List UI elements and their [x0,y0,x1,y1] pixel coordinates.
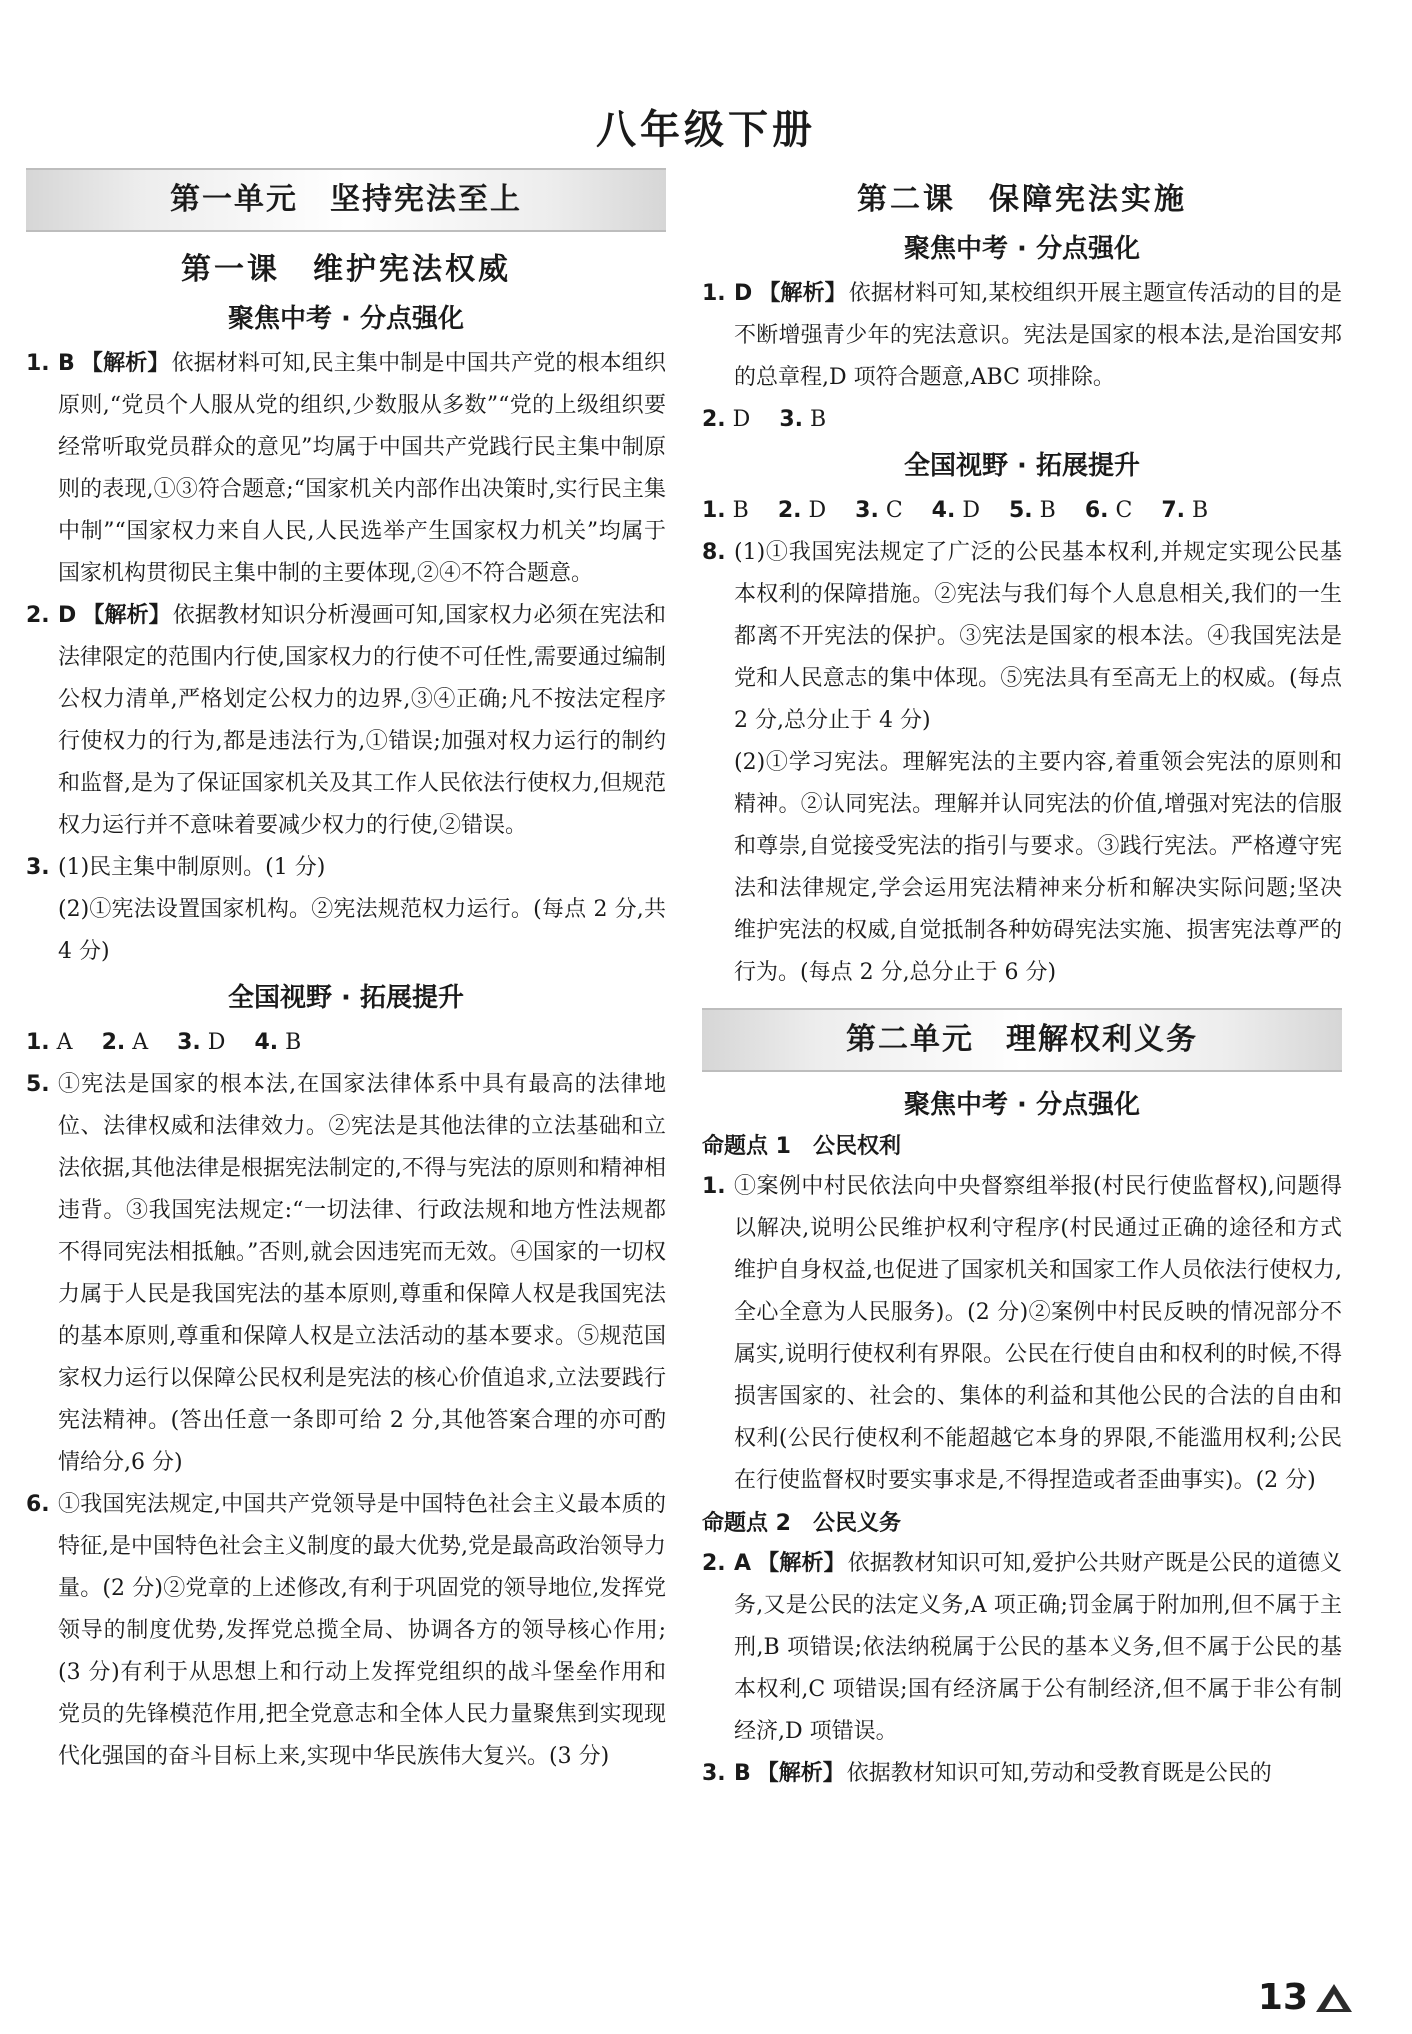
choice-answer [702,407,750,432]
question-text: 依据材料可知,民主集中制是中国共产党的根本组织原则,“党员个人服从党的组织,少数服从多数”“党的上级组织要经常听取党员群众的意见”均属于中国共产党践行民主集中制原则的表现,①③符合题意;“国家机关内部作出决策时,实行民主集中制”“国家权力来自人民,人民选举产生国家权力机关”均属于国家机构贯彻民主集中制的主要体现,②④不符合题意。 [58,351,666,586]
left-column [26,168,666,1778]
question-item [702,273,1342,399]
question-item [702,1166,1342,1502]
answer-letter: B [732,498,749,523]
question-text: 依据教材知识分析漫画可知,国家权力必须在宪法和法律限定的范围内行使,国家权力的行使不可任性,需要通过编制公权力清单,严格划定公权力的边界,③④正确;凡不按法定程序行使权力的行为,都是违法行为,①错误;加强对权力运行的制约和监督,是为了保证国家机关及其工作人民依法行使权力,但规范权力运行并不意味着要减少权力的行使,②错误。 [58,603,666,838]
question-number: 1. [26,1030,50,1055]
topic-heading: 命题点 2 公民义务 [702,1511,901,1536]
question-text: 依据材料可知,某校组织开展主题宣传活动的目的是不断增强青少年的宪法意识。宪法是国家的根本法,是治国安邦的总章程,D 项符合题意,ABC 项排除。 [734,281,1342,390]
answer-letter: C [1115,498,1133,523]
choice-answer [177,1030,225,1055]
analysis-tag: 【解析】 [758,281,847,306]
answer-letter: B [809,407,827,432]
sub-answer: (1)民主集中制原则。(1 分) [58,855,326,880]
answer-letter: D [207,1030,226,1055]
question-number: 2. [101,1030,126,1055]
question-number: 3. [177,1030,201,1055]
analysis-tag: 【解析】 [82,603,171,628]
question-item [702,1543,1342,1753]
section-heading: 聚焦中考 · 分点强化 [904,234,1140,264]
unit-banner: 第二单元 理解权利义务 [702,1008,1342,1072]
answer-letter: B [285,1030,302,1055]
section-heading: 聚焦中考 · 分点强化 [904,1090,1140,1120]
sub-answer: (2)①学习宪法。理解宪法的主要内容,着重领会宪法的原则和精神。②认同宪法。理解并认同宪法的价值,增强对宪法的信服和尊崇,自觉接受宪法的指引与要求。③践行宪法。严格遵守宪法和法律规定,学会运用宪法精神来分析和解决实际问题;坚决维护宪法的权威,自觉抵制各种妨碍宪法实施、损害宪法尊严的行为。(每点 2 分,总分止于 6 分) [734,750,1342,985]
choice-answer [254,1030,301,1055]
answer-letter: B [734,1761,751,1786]
choice-answer [1161,498,1208,523]
choice-answers-line [26,1022,666,1064]
question-number: 6. [26,1492,50,1517]
question-number: 2. [26,603,50,628]
question-text: ①案例中村民依法向中央督察组举报(村民行使监督权),问题得以解决,说明公民维护权利守程序(村民通过正确的途径和方式维护自身权益,也促进了国家机关和国家工作人员依法行使权力,全心全意为人民服务)。(2 分)②案例中村民反映的情况部分不属实,说明行使权利有界限。公民在行使自由和权利的时候,不得损害国家的、社会的、集体的利益和其他公民的合法的自由和权利(公民行使权利不能超越它本身的界限,不能滥用权利;公民在行使监督权时要实事求是,不得捏造或者歪曲事实)。(2 分) [734,1174,1342,1493]
analysis-tag: 【解析】 [757,1551,846,1576]
page-number [1258,1977,1354,2018]
question-number: 5. [26,1072,50,1097]
page-number-text: 13 [1257,1977,1308,2018]
question-number: 2. [702,407,726,432]
choice-answer [855,498,903,523]
question-number: 2. [702,1551,726,1576]
question-number: 3. [702,1761,726,1786]
question-number: 7. [1161,498,1186,523]
choice-answer [26,1030,73,1055]
question-number: 3. [855,498,879,523]
answer-letter: B [1039,498,1056,523]
answer-letter: D [732,407,751,432]
choice-answers-line [702,399,1342,441]
choice-answer [702,498,749,523]
question-number: 5. [1008,498,1033,523]
question-number: 3. [26,855,50,880]
question-item [26,343,666,595]
analysis-tag: 【解析】 [756,1761,845,1786]
question-item [26,1484,666,1778]
question-number: 1. [702,281,726,306]
section-heading: 全国视野 · 拓展提升 [228,983,464,1013]
question-number: 4. [254,1030,279,1055]
choice-answer [1009,498,1056,523]
answer-letter: A [734,1551,752,1576]
section-heading: 聚焦中考 · 分点强化 [228,304,464,334]
choice-answer [778,498,826,523]
choice-answer [779,407,826,432]
answer-letter: D [962,498,980,523]
sub-answer: (2)①宪法设置国家机构。②宪法规范权力运行。(每点 2 分,共 4 分) [58,897,666,964]
question-number: 6. [1084,498,1109,523]
choice-answer [932,498,980,523]
topic-heading: 命题点 1 公民权利 [702,1134,901,1159]
choice-answers-line [702,490,1342,532]
choice-answer [102,1030,149,1055]
question-item [26,595,666,847]
lesson-title: 第二课 保障宪法实施 [857,182,1187,217]
answer-letter: A [56,1030,73,1055]
analysis-tag: 【解析】 [80,351,170,376]
answer-letter: B [1192,498,1209,523]
answer-letter: C [885,498,903,523]
answer-letter: D [734,281,753,306]
answer-letter: B [58,351,75,376]
question-number: 1. [26,351,50,376]
question-text: 依据教材知识可知,劳动和受教育既是公民的 [846,1761,1272,1786]
question-number: 8. [702,540,726,565]
answer-letter: D [58,603,77,628]
question-item [26,847,666,973]
question-number: 1. [702,1174,726,1199]
question-text: ①我国宪法规定,中国共产党领导是中国特色社会主义最本质的特征,是中国特色社会主义制度的最大优势,党是最高政治领导力量。(2 分)②党章的上述修改,有利于巩固党的领导地位,发挥党领导的制度优势,发挥党总揽全局、协调各方的领导核心作用;(3 分)有利于从思想上和行动上发挥党组织的战斗堡垒作用和党员的先锋模范作用,把全党意志和全体人民力量聚焦到实现现代化强国的奋斗目标上来,实现中华民族伟大复兴。(3 分) [58,1492,666,1769]
question-text: ①宪法是国家的根本法,在国家法律体系中具有最高的法律地位、法律权威和法律效力。②宪法是其他法律的立法基础和立法依据,其他法律是根据宪法制定的,不得与宪法的原则和精神相违背。③我国宪法规定:“一切法律、行政法规和地方性法规都不得同宪法相抵触。”否则,就会因违宪而无效。④国家的一切权力属于人民是我国宪法的基本原则,尊重和保障人权是我国宪法的基本原则,尊重和保障人权是立法活动的基本要求。⑤规范国家权力运行以保障公民权利是宪法的核心价值追求,立法要践行宪法精神。(答出任意一条即可给 2 分,其他答案合理的亦可酌情给分,6 分) [58,1072,666,1475]
unit-banner: 第一单元 坚持宪法至上 [26,168,666,232]
question-text: 依据教材知识可知,爱护公共财产既是公民的道德义务,又是公民的法定义务,A 项正确;罚金属于附加刑,但不属于主刑,B 项错误;依法纳税属于公民的基本义务,但不属于公民的基本权利,C 项错误;国有经济属于公有制经济,但不属于非公有制经济,D 项错误。 [734,1551,1342,1744]
choice-answer [1085,498,1133,523]
question-number: 3. [779,407,803,432]
page-title: 八年级下册 [596,107,816,153]
triangle-a-icon [1314,1982,1354,2014]
lesson-title: 第一课 维护宪法权威 [181,252,511,287]
section-heading: 全国视野 · 拓展提升 [904,451,1140,481]
question-item [702,532,1342,994]
sub-answer: (1)①我国宪法规定了广泛的公民基本权利,并规定实现公民基本权利的保障措施。②宪法与我们每个人息息相关,我们的一生都离不开宪法的保护。③宪法是国家的根本法。④我国宪法是党和人民意志的集中体现。⑤宪法具有至高无上的权威。(每点 2 分,总分止于 4 分) [734,540,1342,733]
question-item [26,1064,666,1484]
question-item [702,1753,1342,1795]
question-number: 1. [702,498,726,523]
right-column [702,168,1342,1795]
question-number: 4. [931,498,956,523]
question-number: 2. [777,498,802,523]
answer-letter: D [808,498,827,523]
answer-letter: A [132,1030,149,1055]
